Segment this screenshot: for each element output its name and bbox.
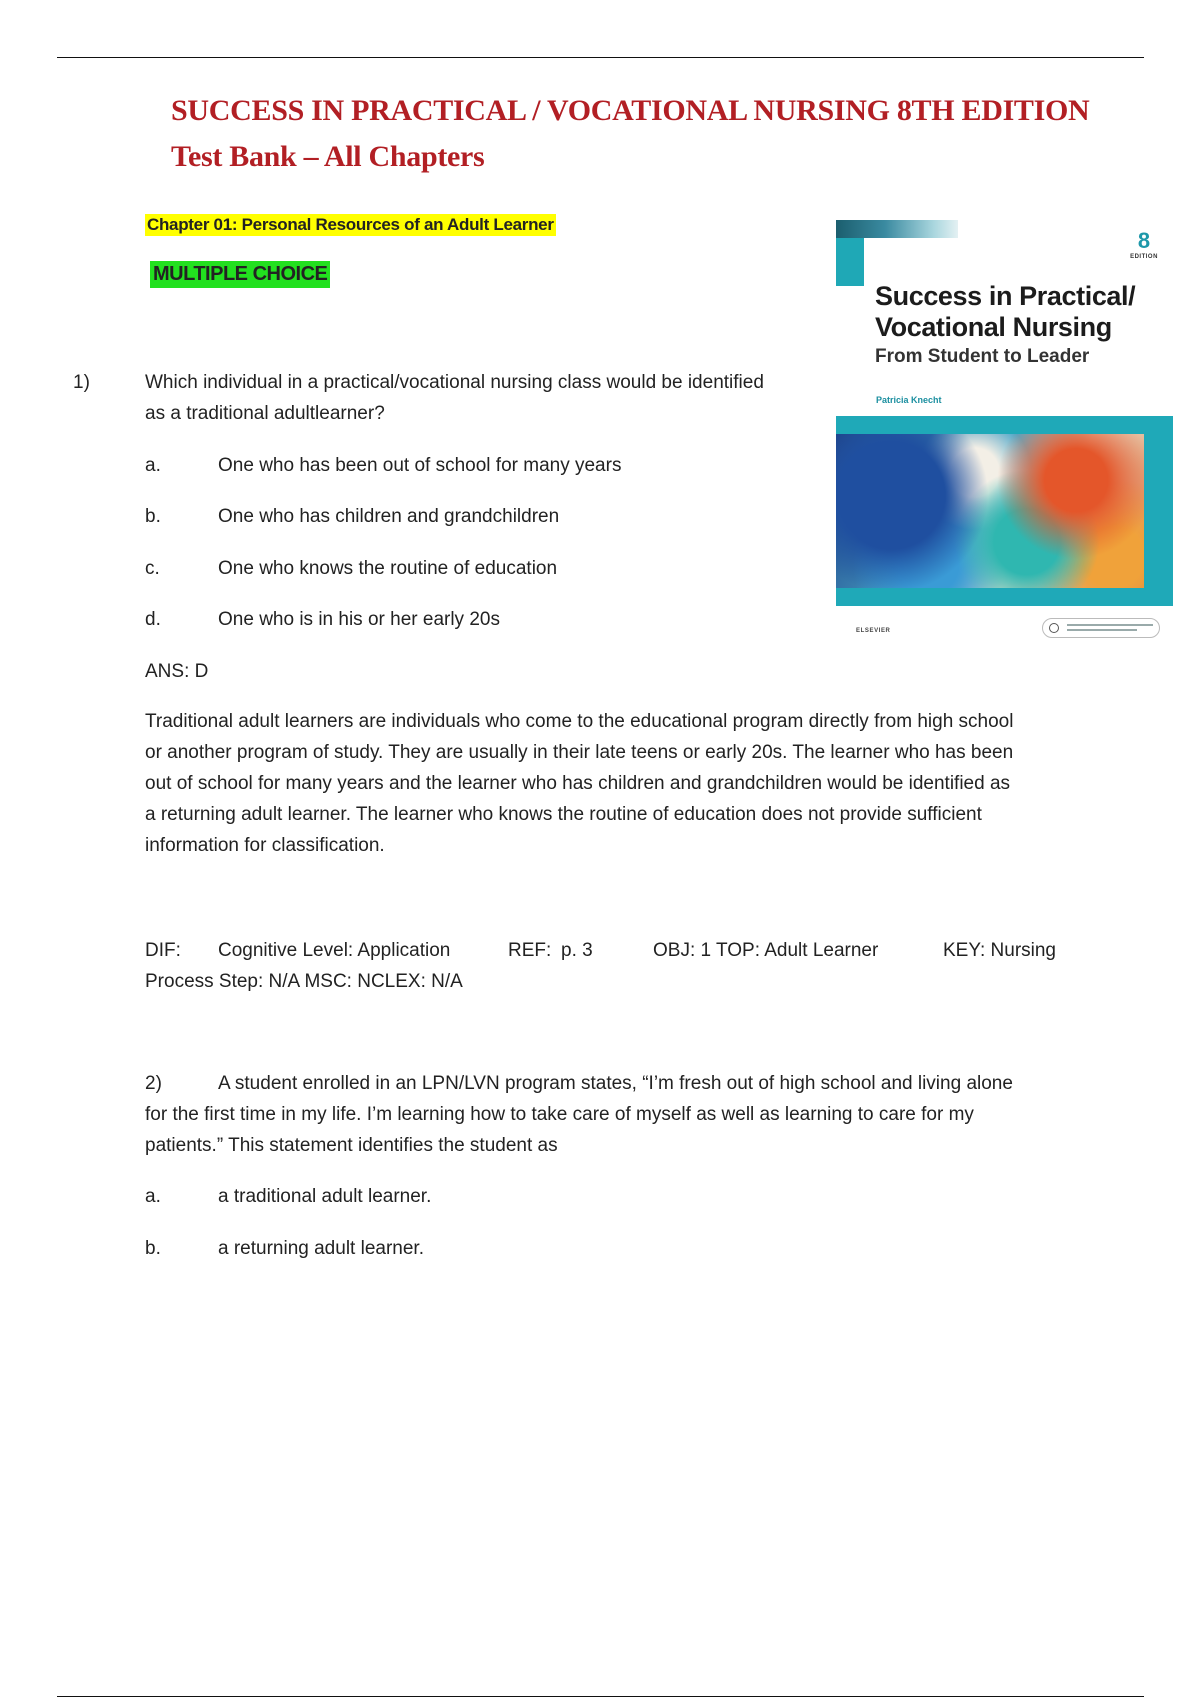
option-text: One who has children and grandchildren [218, 506, 560, 527]
evolve-icon [1049, 623, 1059, 633]
question-2-stem-rest [145, 1099, 974, 1161]
question-1-stem-line-1: Which individual in a practical/vocational nursing class would be identified [145, 372, 764, 393]
option-letter: b. [145, 506, 161, 527]
cover-title-line-2: Vocational Nursing [875, 312, 1112, 342]
option-letter: a. [145, 455, 161, 476]
cover-publisher-logo: ELSEVIER [856, 628, 891, 634]
question-2-option-a [145, 1181, 431, 1212]
question-1-stem-line-2: as a traditional adultlearner? [145, 403, 385, 424]
book-cover [836, 218, 1174, 646]
chapter-heading: Chapter 01: Personal Resources of an Adult Learner [147, 215, 554, 234]
cover-side-strip [836, 238, 864, 286]
meta-ref-value: p. 3 [561, 940, 593, 961]
meta-ref-label: REF: [508, 940, 552, 961]
meta-obj-top: OBJ: 1 TOP: Adult Learner [653, 940, 879, 961]
question-1-option-d [145, 604, 500, 635]
rationale-line: a returning adult learner. The learner who knows the routine of education does not provide sufficient [145, 804, 982, 825]
rationale-line: Traditional adult learners are individuals who come to the educational program directly from high school [145, 711, 1014, 732]
question-2-stem-line-2: for the first time in my life. I’m learning how to take care of myself as well as learning to care for my [145, 1104, 974, 1125]
option-text: One who knows the routine of education [218, 558, 558, 579]
badge-text-line [1067, 629, 1137, 631]
cover-subtitle: From Student to Leader [875, 346, 1090, 367]
meta-dif-value: Cognitive Level: Application [218, 940, 451, 961]
option-letter: d. [145, 609, 161, 630]
question-2-number: 2) [145, 1073, 162, 1094]
title-line-1: SUCCESS IN PRACTICAL / VOCATIONAL NURSING 8TH EDITION [171, 94, 1090, 127]
question-1-stem [145, 367, 764, 429]
question-2-stem-line-1: A student enrolled in an LPN/LVN program states, “I’m fresh out of high school and living alone [218, 1073, 1013, 1094]
question-1-option-a [145, 450, 621, 481]
option-text: One who is in his or her early 20s [218, 609, 500, 630]
option-letter: b. [145, 1238, 161, 1259]
top-rule [57, 57, 1144, 58]
option-text: One who has been out of school for many years [218, 455, 622, 476]
question-1-option-b [145, 501, 559, 532]
option-letter: c. [145, 558, 160, 579]
rationale-line: or another program of study. They are usually in their late teens or early 20s. The learner who has been [145, 742, 1014, 763]
option-text: a traditional adult learner. [218, 1186, 432, 1207]
cover-title-line-1: Success in Practical/ [875, 281, 1136, 311]
cover-edition-label: EDITION [1130, 254, 1158, 260]
badge-text-line [1067, 624, 1153, 626]
question-2-option-b [145, 1233, 424, 1264]
rationale-line: out of school for many years and the learner who has children and grandchildren would be identified as [145, 773, 1011, 794]
cover-evolve-badge [1042, 618, 1160, 638]
meta-key: KEY: Nursing [943, 940, 1056, 961]
title-line-2: Test Bank – All Chapters [171, 140, 485, 173]
meta-line-2: Process Step: N/A MSC: NCLEX: N/A [145, 971, 463, 992]
cover-top-strip [836, 220, 958, 238]
question-2-stem-line-3: patients.” This statement identifies the student as [145, 1135, 558, 1156]
section-heading: MULTIPLE CHOICE [150, 261, 330, 288]
option-letter: a. [145, 1186, 161, 1207]
cover-author: Patricia Knecht [876, 395, 942, 405]
option-text: a returning adult learner. [218, 1238, 424, 1259]
question-1-answer: ANS: D [145, 661, 209, 682]
question-1-rationale [145, 706, 1013, 861]
cover-title [875, 281, 1135, 343]
question-1-option-c [145, 553, 557, 584]
meta-dif-label: DIF: [145, 940, 181, 961]
cover-artwork [836, 434, 1144, 588]
document-title [171, 88, 1089, 180]
rationale-line: information for classification. [145, 835, 385, 856]
question-1-number: 1) [73, 372, 90, 393]
cover-edition-number: 8 [1137, 228, 1151, 253]
bottom-rule [57, 1696, 1144, 1697]
